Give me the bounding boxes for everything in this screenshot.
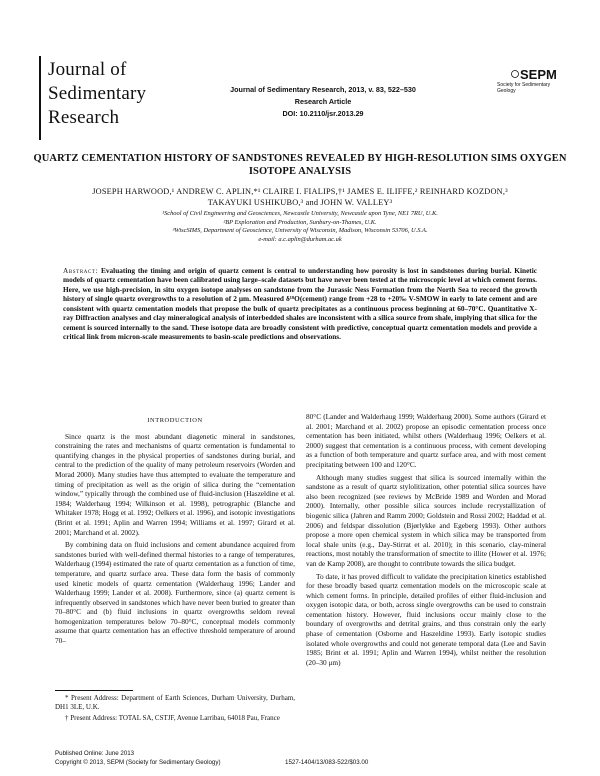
footnote-divider (55, 690, 133, 691)
footnotes (55, 694, 295, 726)
sepm-logo-icon (511, 66, 557, 82)
issn: 1527-1404/13/083-522/$03.00 (285, 759, 369, 766)
doi: DOI: 10.2110/jsr.2013.29 (282, 109, 364, 118)
left-column (55, 412, 295, 649)
published-date: Published Online: June 2013 (55, 750, 135, 757)
sepm-logo-text: SEPM (520, 67, 557, 82)
journal-title-rule (39, 56, 41, 140)
section-heading-introduction: INTRODUCTION (147, 417, 203, 424)
abstract-label: Abstract: (63, 266, 99, 275)
authors-line: TAKAYUKI USHIKUBO,³ and JOHN W. VALLEY³ (207, 198, 393, 207)
sepm-logo (497, 64, 555, 120)
sepm-tagline: Society for Sedimentary Geology (497, 82, 551, 94)
article-type: Research Article (294, 97, 352, 106)
body-paragraph: By combining data on fluid inclusions and cement abundance acquired from sandstones buried with well-defined thermal histories to a range of temperatures, Walderhaug (1994) estimated the rate of quartz cementation as a function of time, temperature, and quartz surface area. These data form the basis of commonly used kinetic models of quartz cementation (Walderhaug 1996; Lander and Walderhaug 1999; Lander et al. 2008). Furthermore, since (a) quartz cement is infrequently observed in sandstones which have never been buried to greater than 70–80°C and (b) fluid inclusions in quartz overgrowths seldom reveal homogenization temperatures below 70–80°C, conceptual models commonly assume that quartz cementation has an effective threshold temperature of around 70– (55, 540, 295, 646)
body-paragraph: Since quartz is the most abundant diagenetic mineral in sandstones, constraining the rates and mechanisms of quartz cementation is fundamental to quantifying changes in the physical properties of sandstones during burial, and central to the prediction of the quality of many petroleum reservoirs (Worden and Morad 2000). Many studies have thus attempted to evaluate the temperature and timing of precipitation as well as the origin of silica during the “cementation window,” typically through the combined use of fluid-inclusion (Haszeldine et al. 1984; Walderhaug 1994; Wilkinson et al. 1998), petrographic (Blanche and Whitaker 1978; Hogg et al. 1992; Oelkers et al. 1996), and isotopic investigations (Brint et al. 1991; Aplin and Warren 1994; Williams et al. 1997; Girard et al. 2001; Marchand et al. 2002). (55, 431, 295, 537)
body-paragraph: To date, it has proved difficult to validate the precipitation kinetics established for these broadly based quartz cementation models on the microscopic scale at which cement forms. In principle, detailed profiles of either fluid-inclusion and oxygen isotopic data, or both, across single overgrowths can be used to constrain cementation history. However, fluid inclusions occur mainly close to the boundary of overgrowths and detrital grains, and thus constrain only the early phase of cementation (Osborne and Haszeldine 1993). Early isotopic studies isolated whole overgrowths and could not generate temporal data (Lee and Savin 1985; Brint et al. 1991; Aplin and Warren 1994), whilst neither the resolution (20–30 μm) (306, 571, 546, 667)
authors-line: JOSEPH HARWOOD,¹ ANDREW C. APLIN,*¹ CLAIRE I. FIALIPS,†¹ JAMES E. ILIFFE,² REINHARD KOZDON,³ (92, 187, 508, 196)
page-footer (55, 749, 555, 767)
article-title: QUARTZ CEMENTATION HISTORY OF SANDSTONES REVEALED BY HIGH-RESOLUTION SIMS OXYGEN ISOTOPE ANALYSIS (33, 153, 567, 177)
affiliation: ¹School of Civil Engineering and Geosciences, Newcastle University, Newcastle upon Tyne, NE1 7RU, U.K. (162, 210, 438, 217)
body-paragraph: Although many studies suggest that silica is sourced internally within the sandstone as a result of quartz stylolitization, other potential silica sources have also been recognized (see reviews by McBride 1989 and Worden and Morad 2000). Internally, other possible silica sources include recrystallization of biogenic silica (Jahren and Ramm 2000; Goldstein and Rossi 2002; Haddad et al. 2006) and feldspar dissolution (Bjørlykke and Egeberg 1993). Other authors propose a more open chemical system in which silica may be transported from local shale units (e.g., Day-Stirrat et al. 2010); in this scenario, clay-mineral reactions, most notably the transformation of smectite to illite (Hower et al. 1976; van de Kamp 2008), are thought to contribute towards the silica budget. (306, 472, 546, 568)
citation: Journal of Sedimentary Research, 2013, v. 83, 522–530 (230, 85, 416, 94)
journal-name (48, 58, 146, 130)
abstract (63, 266, 537, 342)
journal-name-line: Sedimentary (48, 83, 147, 104)
affiliation: ³WiscSIMS, Department of Geoscience, University of Wisconsin, Madison, Wisconsin 53706, U.S.A. (172, 227, 428, 234)
journal-name-line: Research (48, 107, 120, 128)
abstract-text: Evaluating the timing and origin of quartz cement is central to understanding how porosity is lost in sandstones during burial. Kinetic models of quartz cementation have been calibrated using large–scale datasets but have never been tested at the microscopic level at which cement forms. Here, we use high-precision, in situ oxygen isotope analyses on sandstone from the Jurassic Ness Formation from the North Sea to record the growth history of single quartz overgrowths to a resolution of 2 μm. Measured δ¹⁸O(cement) range from +28 to +20‰ V-SMOW in early to late cement and are consistent with quartz cementation models that propose the bulk of quartz precipitates as a continuous process beginning at 60–70°C. Quantitative X-ray Diffraction analyses and clay mineralogical analysis of interbedded shales are inconsistent with a silica source from shale, implying that silica for the cement is sourced internally to the sand. These isotope data are broadly consistent with predictive, conceptual quartz cementation models and provide a critical link from micron-scale measurements to basin-scale predictions and observations. (63, 266, 538, 342)
affiliation: ²BP Exploration and Production, Sunbury-on-Thames, U.K. (223, 218, 377, 226)
footnote: † Present Address: TOTAL SA, CSTJF, Avenue Larribau, 64018 Pau, France (65, 714, 280, 723)
contact-email: e-mail: a.c.aplin@durham.ac.uk (258, 235, 342, 243)
footnote: * Present Address: Department of Earth Sciences, Durham University, Durham, DH1 3LE, U.K. (55, 694, 295, 712)
author-list (30, 186, 570, 208)
right-column (306, 412, 546, 670)
copyright: Copyright © 2013, SEPM (Society for Sedimentary Geology) (55, 759, 221, 766)
journal-name-line: Journal of (48, 59, 127, 80)
affiliations (30, 210, 570, 244)
citation-block (188, 84, 458, 120)
body-paragraph: 80°C (Lander and Walderhaug 1999; Walderhaug 2000). Some authors (Girard et al. 2001; Marchand et al. 2002) propose an episodic cementation process once cementation has been initiated, whilst others (Walderhaug 1996; Oelkers et al. 2000) suggest that cementation is a continuous process, with cement developing as a function of both temperature and quartz surface area, and with most cement precipitating between 100 and 120°C. (306, 412, 546, 469)
